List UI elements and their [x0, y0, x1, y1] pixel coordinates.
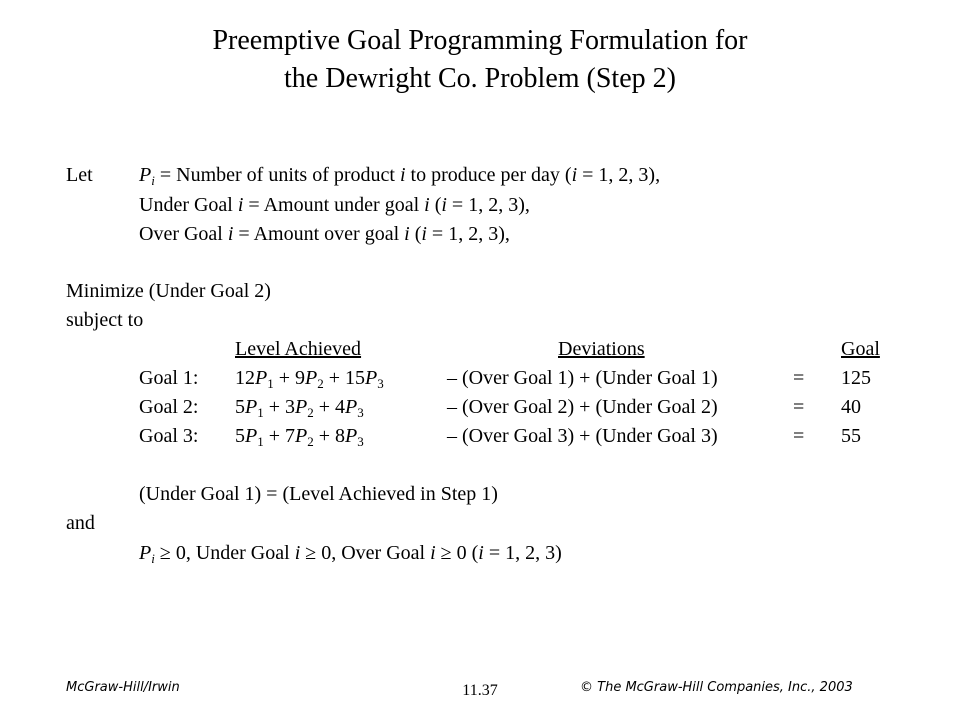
goal-label: Goal 1: [139, 367, 199, 389]
goal-value: 40 [841, 396, 861, 418]
page-number: 11.37 [462, 682, 498, 699]
footer-copyright: © The McGraw-Hill Companies, Inc., 2003 [580, 680, 853, 695]
subject-to: subject to [66, 309, 144, 331]
goal-value: 125 [841, 367, 871, 389]
goal-level-expression: $12P_1 + 9P_2 + 15P_3$ [235, 367, 384, 391]
definition-under-goal: Under Goal i = Amount under goal i (i = 1, 2, 3), [139, 194, 530, 216]
goal-deviation: – (Over Goal 1) + (Under Goal 1) [447, 367, 718, 389]
step1-constraint: (Under Goal 1) = (Level Achieved in Step 1) [139, 483, 498, 505]
let-label: Let [66, 164, 93, 186]
header-level-achieved: Level Achieved [235, 338, 362, 360]
objective: Minimize (Under Goal 2) [66, 280, 271, 302]
goal-deviation: – (Over Goal 3) + (Under Goal 3) [447, 425, 718, 447]
definition-p: $P_i$ = Number of units of product i to produce per day (i = 1, 2, 3), [139, 164, 661, 188]
goal-equals: = [793, 425, 805, 447]
goal-level-expression: $5P_1 + 7P_2 + 8P_3$ [235, 425, 364, 449]
and-label: and [66, 512, 95, 534]
goal-deviation: – (Over Goal 2) + (Under Goal 2) [447, 396, 718, 418]
header-goal: Goal [841, 338, 880, 360]
footer-publisher: McGraw-Hill/Irwin [66, 680, 180, 695]
goal-label: Goal 3: [139, 425, 199, 447]
goal-value: 55 [841, 425, 861, 447]
goal-level-expression: $5P_1 + 3P_2 + 4P_3$ [235, 396, 364, 420]
title-line-2: the Dewright Co. Problem (Step 2) [284, 63, 676, 94]
goal-label: Goal 2: [139, 396, 199, 418]
title-line-1: Preemptive Goal Programming Formulation for [212, 25, 748, 56]
header-deviations: Deviations [558, 338, 645, 360]
nonnegativity-constraint: $P_i \ge 0$, Under Goal i ≥ 0, Over Goal i ≥ 0 (i = 1, 2, 3) [139, 542, 562, 566]
goal-equals: = [793, 396, 805, 418]
definition-over-goal: Over Goal i = Amount over goal i (i = 1, 2, 3), [139, 223, 510, 245]
goal-equals: = [793, 367, 805, 389]
